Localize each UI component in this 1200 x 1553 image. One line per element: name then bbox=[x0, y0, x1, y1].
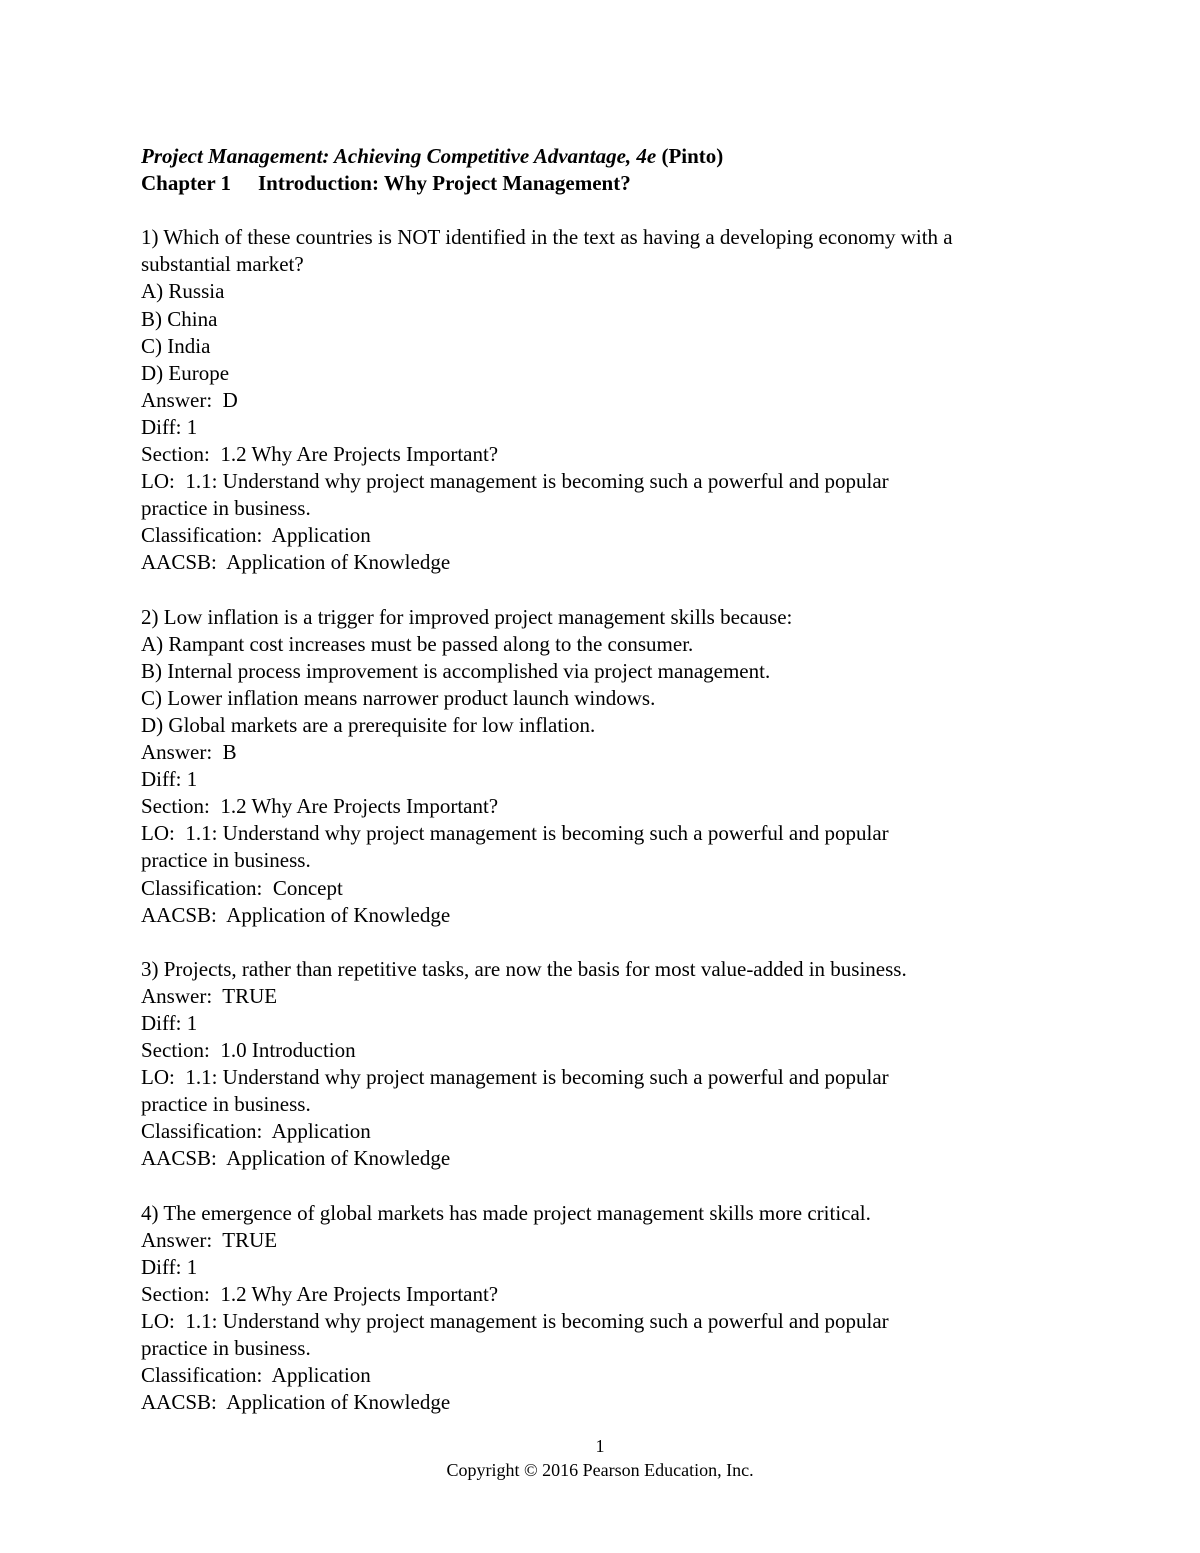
answer: Answer: TRUE bbox=[141, 983, 278, 1008]
question-stem-cont: substantial market? bbox=[141, 252, 304, 277]
option-a: A) Rampant cost increases must be passed along to the consumer. bbox=[141, 631, 694, 656]
section: Section: 1.2 Why Are Projects Important? bbox=[141, 794, 499, 819]
learning-objective: LO: 1.1: Understand why project management is becoming such a powerful and popular bbox=[141, 1065, 889, 1090]
learning-objective: LO: 1.1: Understand why project management is becoming such a powerful and popular bbox=[141, 1309, 889, 1334]
spacer bbox=[141, 929, 1081, 956]
learning-objective-cont: practice in business. bbox=[141, 1092, 311, 1117]
learning-objective: LO: 1.1: Understand why project management is becoming such a powerful and popular bbox=[141, 469, 889, 494]
aacsb: AACSB: Application of Knowledge bbox=[141, 902, 451, 927]
option-c: C) India bbox=[141, 333, 211, 358]
question-1 bbox=[141, 224, 1081, 576]
difficulty: Diff: 1 bbox=[141, 1011, 198, 1035]
copyright-notice: Copyright © 2016 Pearson Education, Inc. bbox=[446, 1460, 754, 1480]
learning-objective-cont: practice in business. bbox=[141, 496, 311, 521]
aacsb: AACSB: Application of Knowledge bbox=[141, 550, 451, 575]
document-title bbox=[141, 143, 1081, 170]
difficulty: Diff: 1 bbox=[141, 767, 198, 792]
section: Section: 1.2 Why Are Projects Important? bbox=[141, 1281, 499, 1306]
answer: Answer: TRUE bbox=[141, 1227, 278, 1252]
document-page bbox=[141, 143, 1081, 1416]
spacer bbox=[141, 577, 1081, 604]
book-title: Project Management: Achieving Competitive Advantage, 4e bbox=[141, 144, 657, 168]
learning-objective: LO: 1.1: Understand why project management is becoming such a powerful and popular bbox=[141, 821, 889, 846]
learning-objective-cont: practice in business. bbox=[141, 1336, 311, 1361]
difficulty: Diff: 1 bbox=[141, 414, 198, 439]
aacsb: AACSB: Application of Knowledge bbox=[141, 1390, 451, 1415]
difficulty: Diff: 1 bbox=[141, 1254, 198, 1279]
question-stem: 2) Low inflation is a trigger for improved project management skills because: bbox=[141, 604, 793, 629]
classification: Classification: Application bbox=[141, 1363, 371, 1388]
option-b: B) Internal process improvement is accomplished via project management. bbox=[141, 658, 771, 683]
page-number: 1 bbox=[595, 1436, 605, 1456]
spacer bbox=[141, 1173, 1081, 1200]
option-d: D) Europe bbox=[141, 360, 230, 385]
option-d: D) Global markets are a prerequisite for low inflation. bbox=[141, 712, 596, 737]
question-2 bbox=[141, 604, 1081, 929]
question-stem: 4) The emergence of global markets has made project management skills more critical. bbox=[141, 1200, 871, 1225]
answer: Answer: D bbox=[141, 387, 238, 412]
page-footer bbox=[0, 1434, 1200, 1482]
spacer bbox=[141, 197, 1081, 224]
classification: Classification: Application bbox=[141, 1119, 371, 1144]
option-b: B) China bbox=[141, 306, 218, 331]
option-c: C) Lower inflation means narrower product launch windows. bbox=[141, 685, 656, 710]
question-4 bbox=[141, 1200, 1081, 1417]
section: Section: 1.2 Why Are Projects Important? bbox=[141, 442, 499, 467]
chapter-number: Chapter 1 bbox=[141, 171, 232, 196]
chapter-title: Introduction: Why Project Management? bbox=[258, 171, 631, 196]
question-stem: 3) Projects, rather than repetitive tasks, are now the basis for most value-added in business. bbox=[141, 956, 907, 981]
classification: Classification: Application bbox=[141, 523, 371, 548]
classification: Classification: Concept bbox=[141, 875, 343, 900]
chapter-heading bbox=[141, 170, 1081, 197]
learning-objective-cont: practice in business. bbox=[141, 848, 311, 873]
book-author: (Pinto) bbox=[661, 144, 724, 168]
question-stem: 1) Which of these countries is NOT identified in the text as having a developing economy with a bbox=[141, 225, 953, 250]
answer: Answer: B bbox=[141, 740, 237, 765]
question-3 bbox=[141, 956, 1081, 1173]
option-a: A) Russia bbox=[141, 279, 225, 304]
aacsb: AACSB: Application of Knowledge bbox=[141, 1146, 451, 1171]
section: Section: 1.0 Introduction bbox=[141, 1038, 356, 1063]
